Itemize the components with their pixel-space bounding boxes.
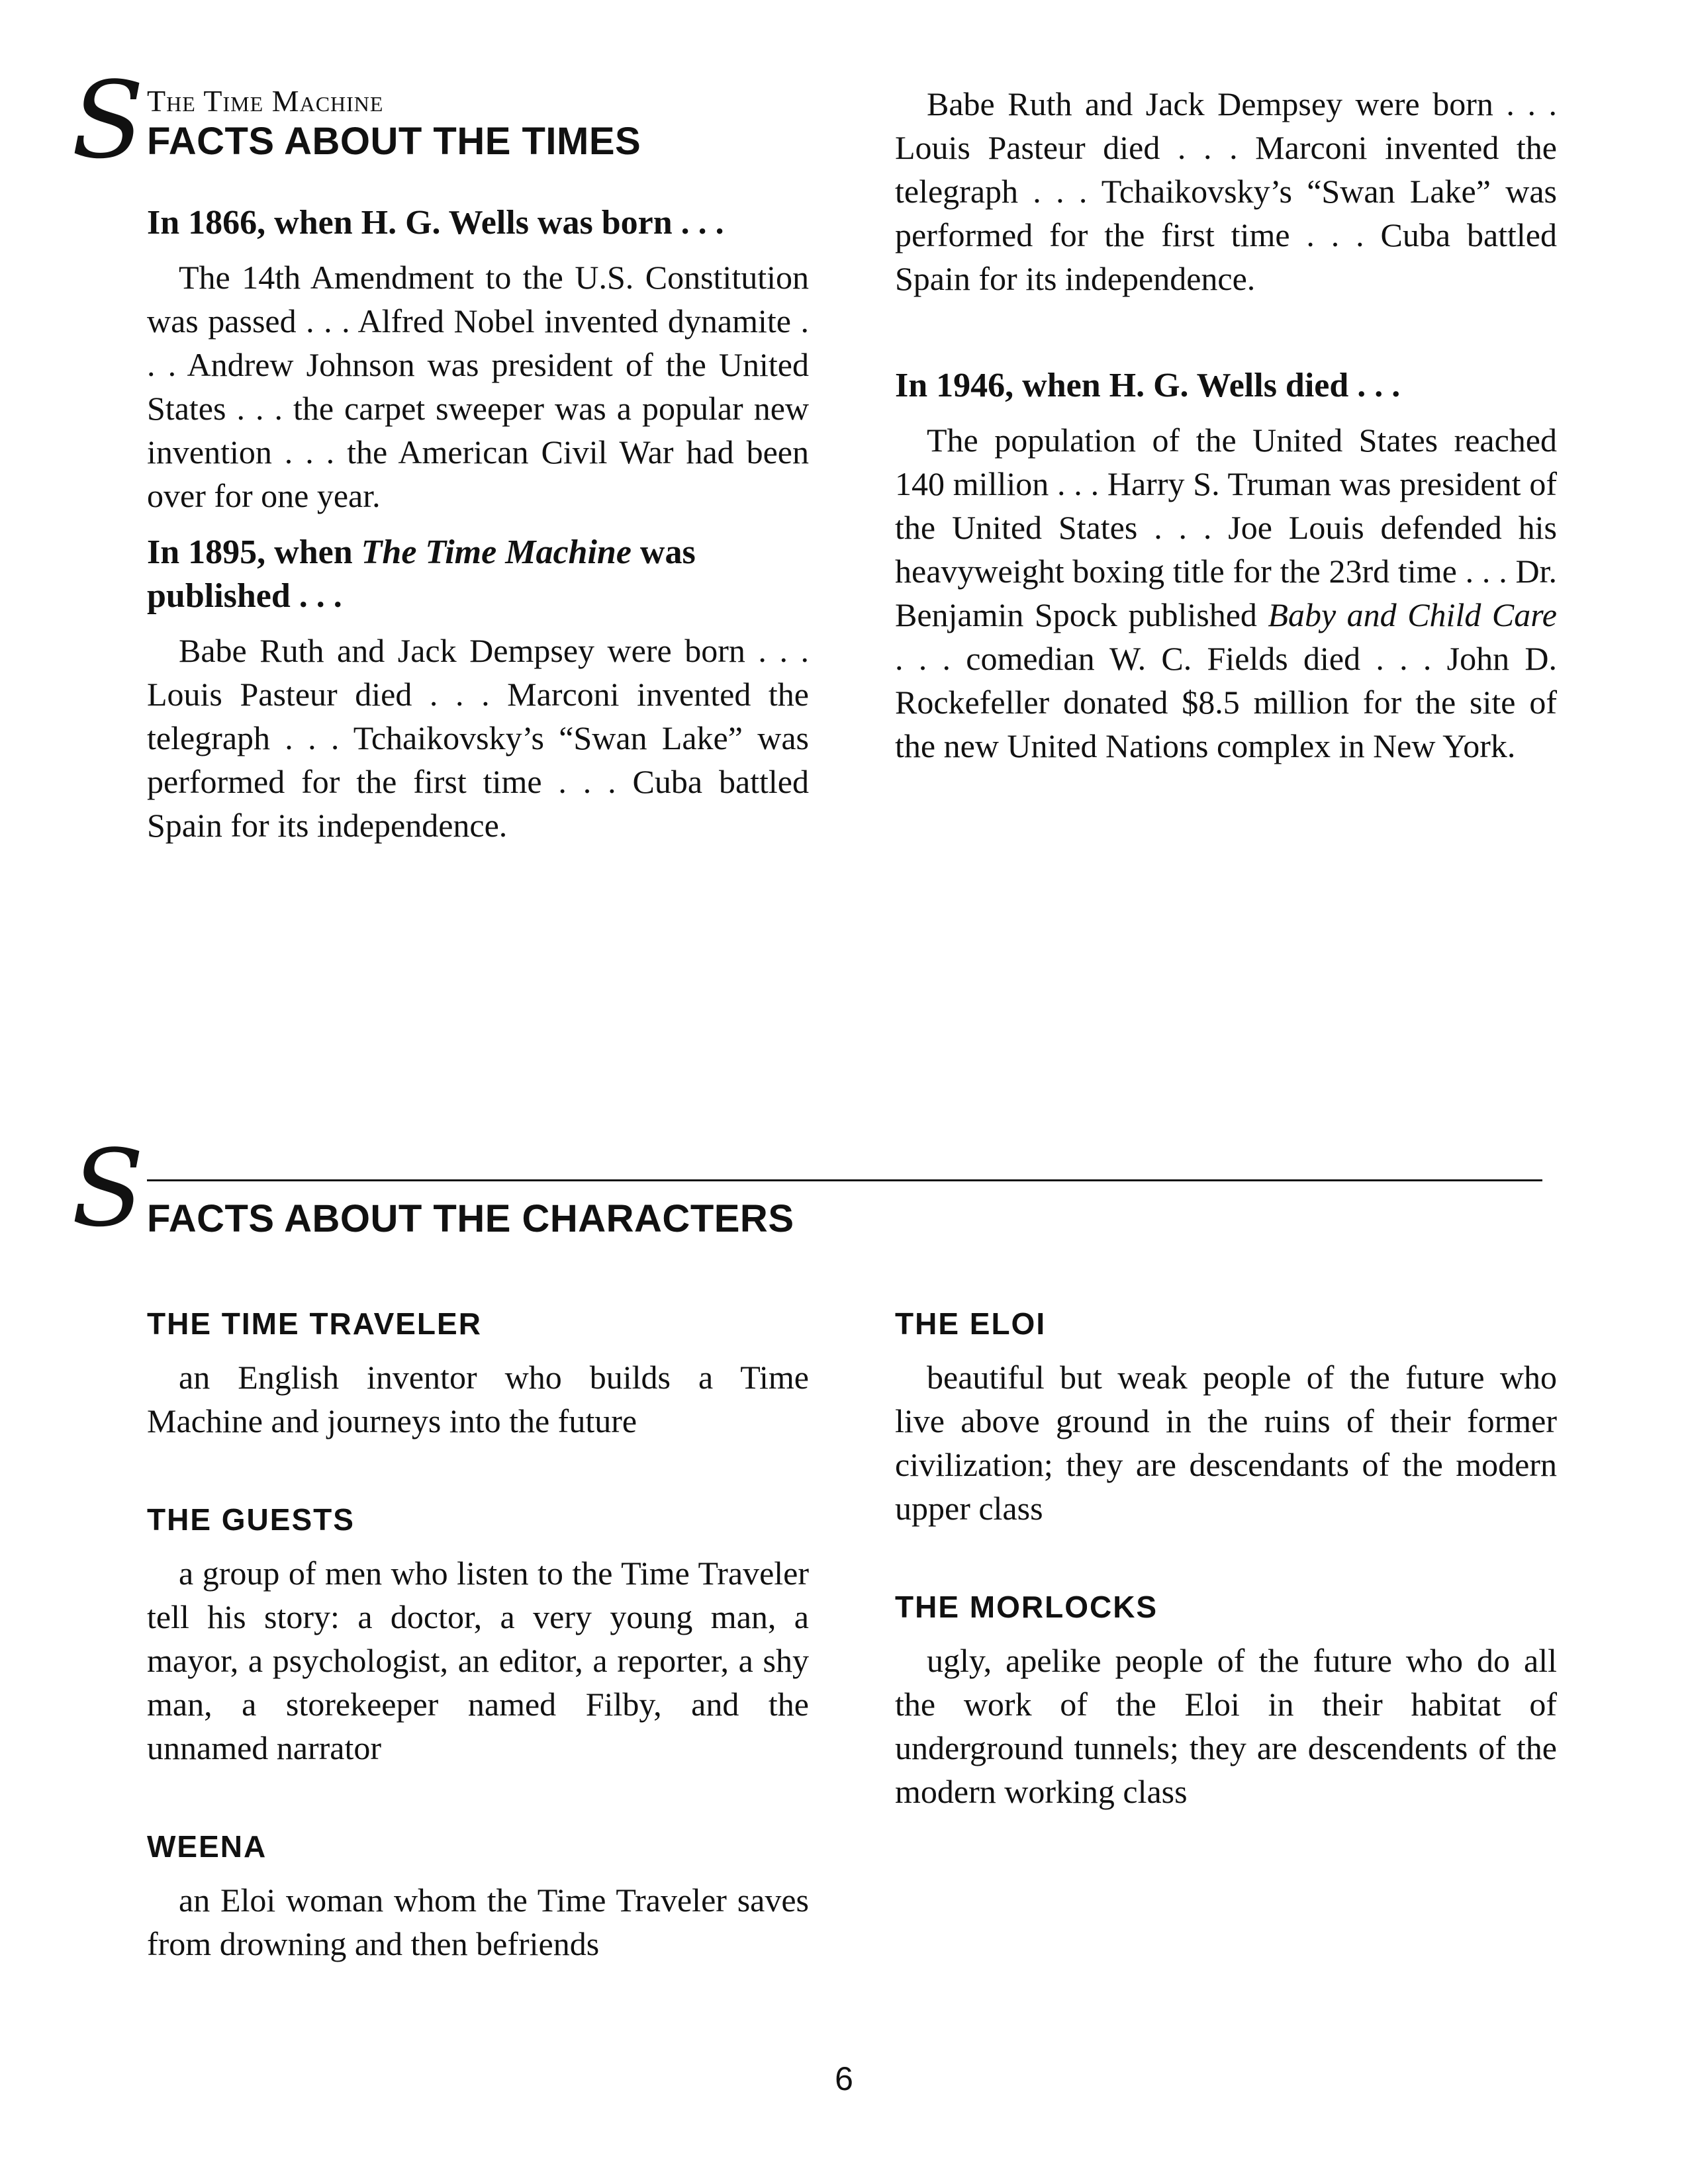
era-heading-1946: In 1946, when H. G. Wells died . . .: [895, 367, 1401, 404]
book-title: The Time Machine: [361, 533, 632, 571]
section-divider: [147, 1179, 1542, 1181]
times-right-column: [895, 85, 1558, 768]
series-title: The Time Machine: [147, 84, 384, 118]
era-body-1946: [895, 418, 1557, 768]
characters-section-heading: FACTS ABOUT THE CHARACTERS: [147, 1197, 794, 1240]
era-heading-1866: In 1866, when H. G. Wells was born . . .: [147, 204, 724, 242]
era-body-1866: The 14th Amendment to the U.S. Constitution was passed . . . Alfred Nobel invented dynamite . . . Andrew Johnson was president of the United States . . . the carpet sweeper was a popular new invention . . . the American Civil War had been over for one year.: [147, 259, 809, 514]
era-heading-1895: [147, 531, 809, 618]
era-heading-1895-suffix: was published . . .: [147, 533, 696, 615]
character-description: a group of men who listen to the Time Traveler tell his story: a doctor, a very young man, a mayor, a psychologist, an editor, a reporter, a shy man, a storekeeper named Filby, and the unnamed narrator: [147, 1555, 809, 1766]
character-name: WEENA: [147, 1829, 267, 1864]
era-body-1895: Babe Ruth and Jack Dempsey were born . . . Louis Pasteur died . . . Marconi invented the telegraph . . . Tchaikovsky’s “Swan Lake” was performed for the first time . . . Cuba battled Spain for its independence.: [147, 632, 809, 844]
characters-right-column: [895, 1304, 1557, 1813]
character-name: THE TIME TRAVELER: [147, 1306, 482, 1341]
section-s-logo-icon: S: [71, 58, 144, 182]
times-left-column: [147, 201, 809, 844]
character-description: an Eloi woman whom the Time Traveler saves from drowning and then befriends: [147, 1882, 809, 1962]
characters-left-column: [147, 1304, 809, 1966]
character-description: an English inventor who builds a Time Machine and journeys into the future: [147, 1359, 809, 1439]
era-body-1946-part1: The population of the United States reached 140 million . . . Harry S. Truman was president of the United States . . . Joe Louis defended his heavyweight boxing title for the 23rd time . . . Dr. Benjamin Spock published: [895, 422, 1557, 633]
character-name: THE ELOI: [895, 1306, 1047, 1341]
times-section-heading: FACTS ABOUT THE TIMES: [147, 120, 641, 163]
era-body-1946-part2: . . . comedian W. C. Fields died . . . John D. Rockefeller donated $8.5 million for the site of the new United Nations complex in New York.: [895, 640, 1557, 764]
book-title-spock: Baby and Child Care: [1268, 596, 1558, 633]
character-description: ugly, apelike people of the future who do all the work of the Eloi in their habitat of underground tunnels; they are descendents of the modern working class: [895, 1642, 1557, 1810]
era-body-1895-continued-text: Babe Ruth and Jack Dempsey were born . . . Louis Pasteur died . . . Marconi invented the telegraph . . . Tchaikovsky’s “Swan Lake” was performed for the first time . . . Cuba battled Spain for its independence.: [895, 85, 1557, 297]
character-name: THE GUESTS: [147, 1502, 355, 1537]
era-body-1895-continued: [895, 85, 1557, 344]
era-heading-1895-prefix: In 1895, when: [147, 533, 361, 571]
section-s-logo-icon-characters: S: [71, 1126, 144, 1250]
character-description: beautiful but weak people of the future who live above ground in the ruins of their former civilization; they are descendants of the modern upper class: [895, 1359, 1557, 1527]
page-number: 6: [835, 2060, 853, 2097]
character-name: THE MORLOCKS: [895, 1590, 1158, 1624]
